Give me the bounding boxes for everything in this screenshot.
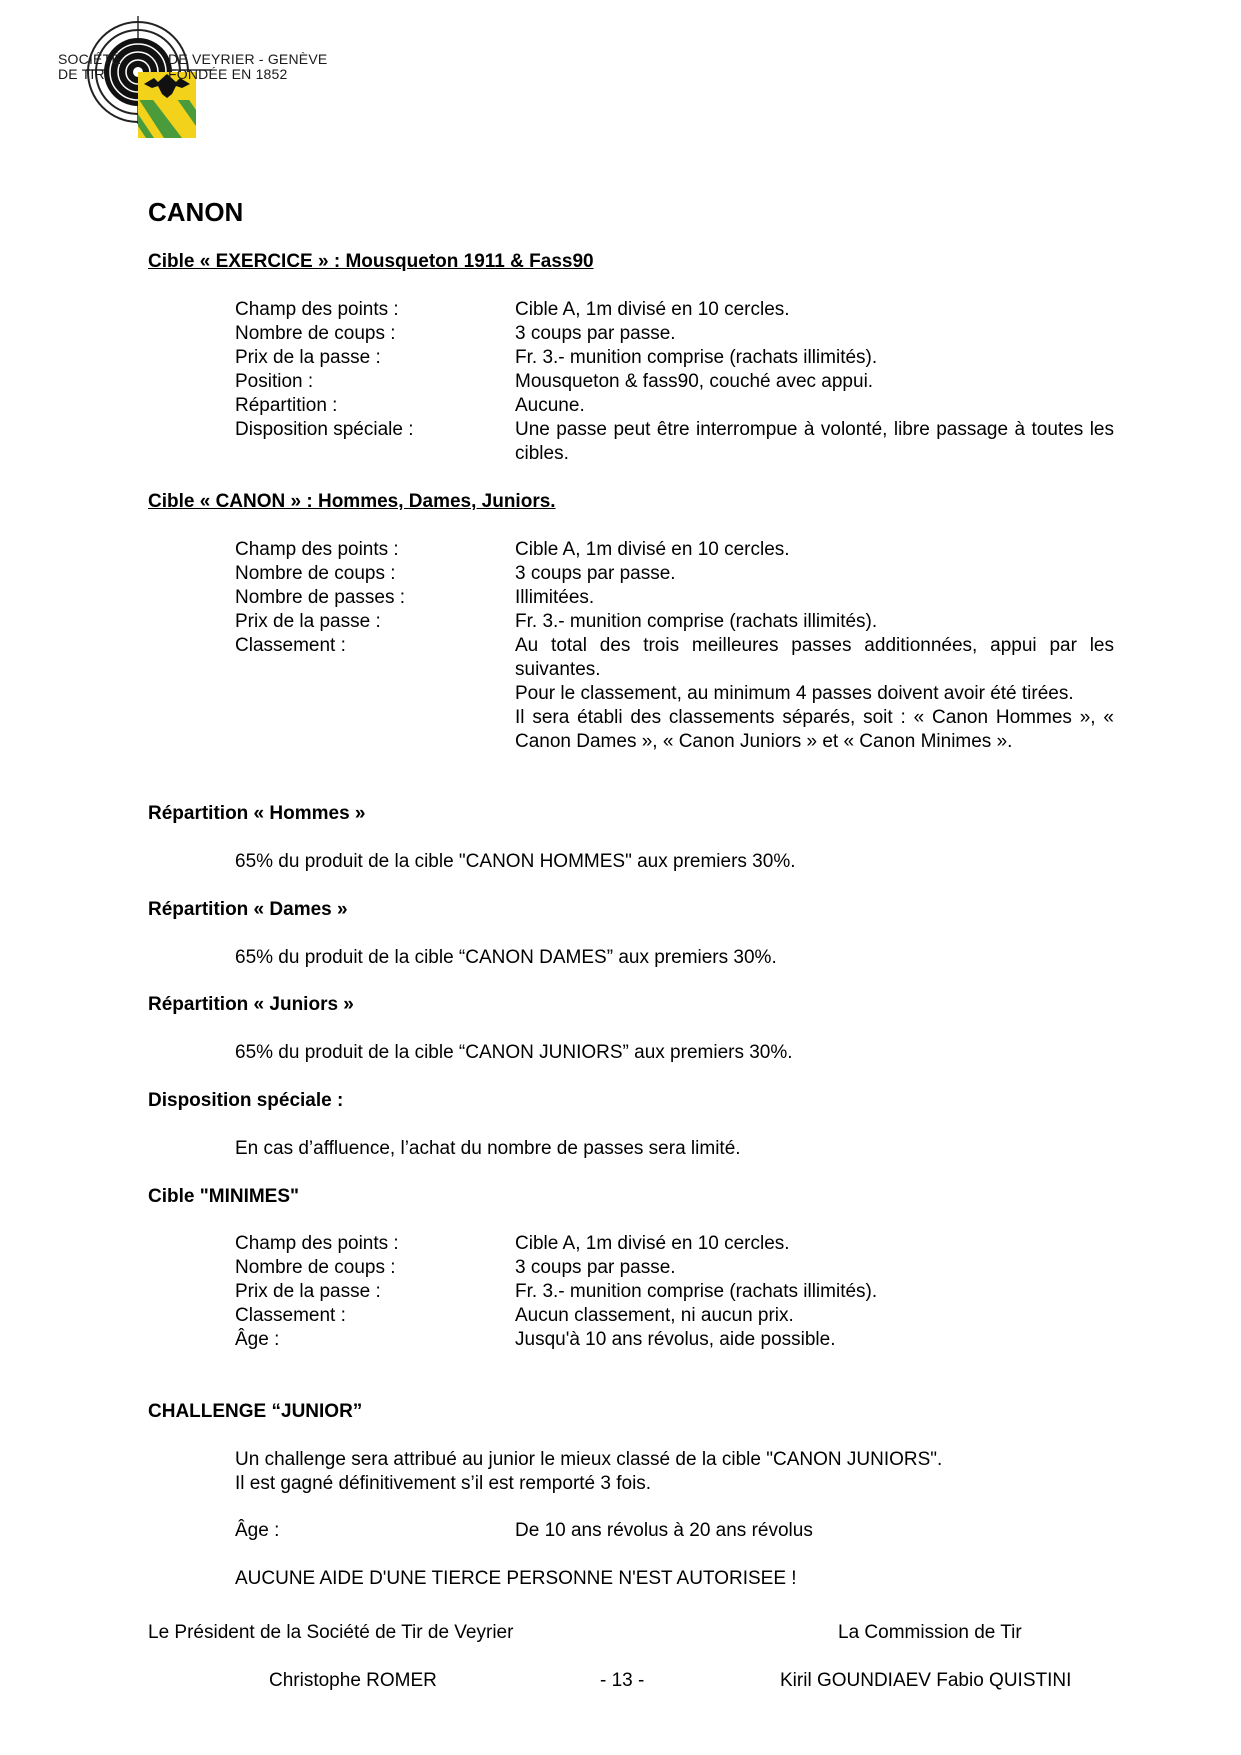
minimes-table — [235, 1232, 1115, 1352]
table-row — [235, 298, 1115, 322]
row-value — [515, 394, 1114, 418]
row-value — [515, 370, 1114, 394]
rep-juniors-text: 65% du produit de la cible “CANON JUNIORS” aux premiers 30%. — [235, 1042, 793, 1063]
row-value-paragraph: Une passe peut être interrompue à volonté, libre passage à toutes les cibles. — [515, 419, 1114, 464]
row-value — [515, 1256, 1114, 1280]
row-label: Nombre de coups : — [235, 323, 396, 344]
row-label: Âge : — [235, 1329, 280, 1350]
table-row — [235, 370, 1115, 394]
challenge-notice: AUCUNE AIDE D'UNE TIERCE PERSONNE N'EST AUTORISEE ! — [235, 1568, 797, 1589]
row-value — [515, 1304, 1114, 1328]
challenge-age-value: De 10 ans révolus à 20 ans révolus — [515, 1520, 813, 1541]
rep-dames-text: 65% du produit de la cible “CANON DAMES” aux premiers 30%. — [235, 947, 777, 968]
row-value-paragraph: Aucun classement, ni aucun prix. — [515, 1305, 794, 1326]
canon-table — [235, 538, 1115, 754]
row-value — [515, 1280, 1114, 1304]
row-value-paragraph: Au total des trois meilleures passes additionnées, appui par les suivantes. — [515, 635, 1114, 680]
challenge-age-label: Âge : — [235, 1520, 280, 1541]
table-row — [235, 418, 1115, 466]
table-row — [235, 1232, 1115, 1256]
row-value-paragraph: Il sera établi des classements séparés, soit : « Canon Hommes », « Canon Dames », « Canon Juniors » et « Canon Minimes ». — [515, 707, 1114, 752]
row-value-paragraph: Fr. 3.- munition comprise (rachats illimités). — [515, 611, 878, 632]
rep-dames-heading: Répartition « Dames » — [148, 899, 348, 920]
row-label: Prix de la passe : — [235, 347, 381, 368]
table-row — [235, 538, 1115, 562]
exercice-heading: Cible « EXERCICE » : Mousqueton 1911 & Fass90 — [148, 251, 594, 272]
row-value-paragraph: 3 coups par passe. — [515, 1257, 676, 1278]
disposition-heading: Disposition spéciale : — [148, 1090, 344, 1111]
row-label: Champ des points : — [235, 1233, 399, 1254]
minimes-heading: Cible "MINIMES" — [148, 1186, 300, 1207]
row-value-paragraph: Cible A, 1m divisé en 10 cercles. — [515, 299, 790, 320]
table-row — [235, 610, 1115, 634]
rep-juniors-heading: Répartition « Juniors » — [148, 994, 354, 1015]
table-row — [235, 394, 1115, 418]
logo-text-societe: SOCIÉTÉ — [58, 51, 121, 67]
table-row — [235, 562, 1115, 586]
table-row — [235, 634, 1115, 754]
row-value — [515, 538, 1114, 562]
footer-president-name: Christophe ROMER — [269, 1670, 437, 1691]
row-value-paragraph: 3 coups par passe. — [515, 323, 676, 344]
row-value — [515, 298, 1114, 322]
canon-heading: Cible « CANON » : Hommes, Dames, Juniors. — [148, 491, 556, 512]
table-row — [235, 322, 1115, 346]
page-title: CANON — [148, 197, 244, 227]
challenge-line1: Un challenge sera attribué au junior le mieux classé de la cible "CANON JUNIORS". — [235, 1449, 943, 1470]
row-value-paragraph: Cible A, 1m divisé en 10 cercles. — [515, 539, 790, 560]
row-value-paragraph: Fr. 3.- munition comprise (rachats illimités). — [515, 347, 878, 368]
table-row — [235, 1280, 1115, 1304]
footer-commission-names: Kiril GOUNDIAEV Fabio QUISTINI — [780, 1670, 1072, 1691]
row-value-paragraph: Illimitées. — [515, 587, 595, 608]
row-value — [515, 1232, 1114, 1256]
row-label: Position : — [235, 371, 314, 392]
row-label: Répartition : — [235, 395, 338, 416]
row-label: Nombre de coups : — [235, 563, 396, 584]
logo-text-de-tir: DE TIR — [58, 66, 105, 82]
row-value-paragraph: Pour le classement, au minimum 4 passes doivent avoir été tirées. — [515, 683, 1074, 704]
challenge-line2: Il est gagné définitivement s’il est remporté 3 fois. — [235, 1473, 652, 1494]
row-value-paragraph: Aucune. — [515, 395, 585, 416]
page-number: - 13 - — [600, 1670, 645, 1691]
row-value — [515, 562, 1114, 586]
row-label: Champ des points : — [235, 539, 399, 560]
disposition-text: En cas d’affluence, l’achat du nombre de passes sera limité. — [235, 1138, 741, 1159]
row-label: Classement : — [235, 635, 346, 656]
row-value-paragraph: Mousqueton & fass90, couché avec appui. — [515, 371, 874, 392]
table-row — [235, 1304, 1115, 1328]
row-value — [515, 634, 1114, 754]
row-label: Prix de la passe : — [235, 611, 381, 632]
footer-president-title: Le Président de la Société de Tir de Veyrier — [148, 1622, 514, 1643]
exercice-table — [235, 298, 1115, 466]
row-label: Champ des points : — [235, 299, 399, 320]
rep-hommes-text: 65% du produit de la cible "CANON HOMMES" aux premiers 30%. — [235, 851, 796, 872]
row-label: Nombre de passes : — [235, 587, 406, 608]
table-row — [235, 346, 1115, 370]
row-label: Disposition spéciale : — [235, 419, 414, 440]
row-value-paragraph: Fr. 3.- munition comprise (rachats illimités). — [515, 1281, 878, 1302]
row-value-paragraph: 3 coups par passe. — [515, 563, 676, 584]
row-value — [515, 418, 1114, 466]
table-row — [235, 586, 1115, 610]
row-value-paragraph: Cible A, 1m divisé en 10 cercles. — [515, 1233, 790, 1254]
challenge-heading: CHALLENGE “JUNIOR” — [148, 1401, 363, 1422]
row-value-paragraph: Jusqu'à 10 ans révolus, aide possible. — [515, 1329, 836, 1350]
row-label: Nombre de coups : — [235, 1257, 396, 1278]
row-value — [515, 610, 1114, 634]
row-label: Classement : — [235, 1305, 346, 1326]
logo-text-location: DE VEYRIER - GENÈVE — [168, 51, 328, 67]
row-value — [515, 346, 1114, 370]
club-logo — [58, 14, 358, 144]
table-row — [235, 1256, 1115, 1280]
row-value — [515, 322, 1114, 346]
row-label: Prix de la passe : — [235, 1281, 381, 1302]
table-row — [235, 1328, 1115, 1352]
rep-hommes-heading: Répartition « Hommes » — [148, 803, 366, 824]
row-value — [515, 586, 1114, 610]
logo-text-founded: FONDÉE EN 1852 — [168, 66, 288, 82]
footer-commission-title: La Commission de Tir — [838, 1622, 1022, 1643]
row-value — [515, 1328, 1114, 1352]
